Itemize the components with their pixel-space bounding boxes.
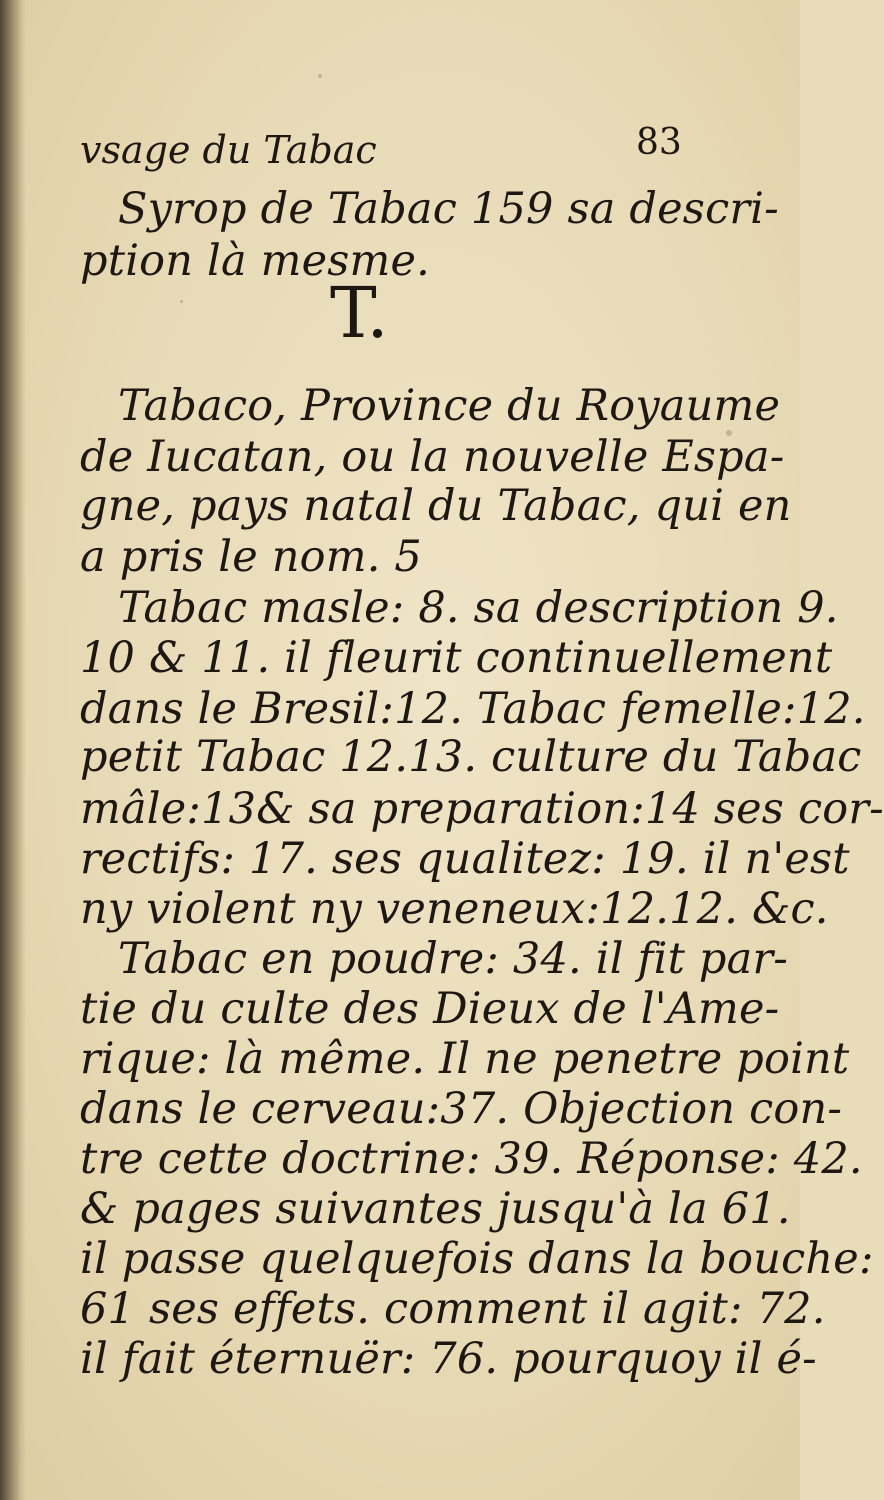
index-line: 10 & 11. il fleurit continuellement [80, 633, 833, 683]
index-line: il passe quelquefois dans la bouche: [80, 1234, 874, 1284]
index-line: gne, pays natal du Tabac, qui en [80, 481, 792, 531]
index-line: Syrop de Tabac 159 sa descri- [118, 184, 779, 234]
index-line: Tabac en poudre: 34. il fit par- [118, 934, 788, 984]
index-line: Tabaco, Province du Royaume [118, 381, 781, 431]
running-head: vsage du Tabac [80, 128, 377, 172]
index-line: rique: là même. Il ne penetre point [80, 1034, 850, 1084]
index-line: a pris le nom. 5 [80, 532, 422, 582]
index-line: il fait éternuër: 76. pourquoy il é- [80, 1334, 817, 1384]
page-number: 83 [636, 122, 682, 163]
index-line: mâle:13& sa preparation:14 ses cor- [80, 784, 884, 834]
paper-speck [180, 300, 183, 303]
index-line: dans le cerveau:37. Objection con- [80, 1084, 843, 1134]
index-line: ny violent ny veneneux:12.12. &c. [80, 884, 829, 934]
index-line: & pages suivantes jusqu'à la 61. [80, 1184, 791, 1234]
index-line: rectifs: 17. ses qualitez: 19. il n'est [80, 834, 850, 884]
index-line: dans le Bresil:12. Tabac femelle:12. [80, 684, 866, 734]
index-line: tie du culte des Dieux de l'Ame- [80, 984, 780, 1034]
index-line: tre cette doctrine: 39. Réponse: 42. [80, 1134, 863, 1184]
section-letter: T. [330, 272, 389, 354]
index-line: ption là mesme. [80, 236, 431, 286]
paper-speck [318, 74, 322, 78]
index-line: de Iucatan, ou la nouvelle Espa- [80, 432, 785, 482]
page-gutter-shadow [0, 0, 26, 1500]
index-line: Tabac masle: 8. sa description 9. [118, 583, 839, 633]
index-line: petit Tabac 12.13. culture du Tabac [80, 732, 862, 782]
index-line: 61 ses effets. comment il agit: 72. [80, 1284, 826, 1334]
